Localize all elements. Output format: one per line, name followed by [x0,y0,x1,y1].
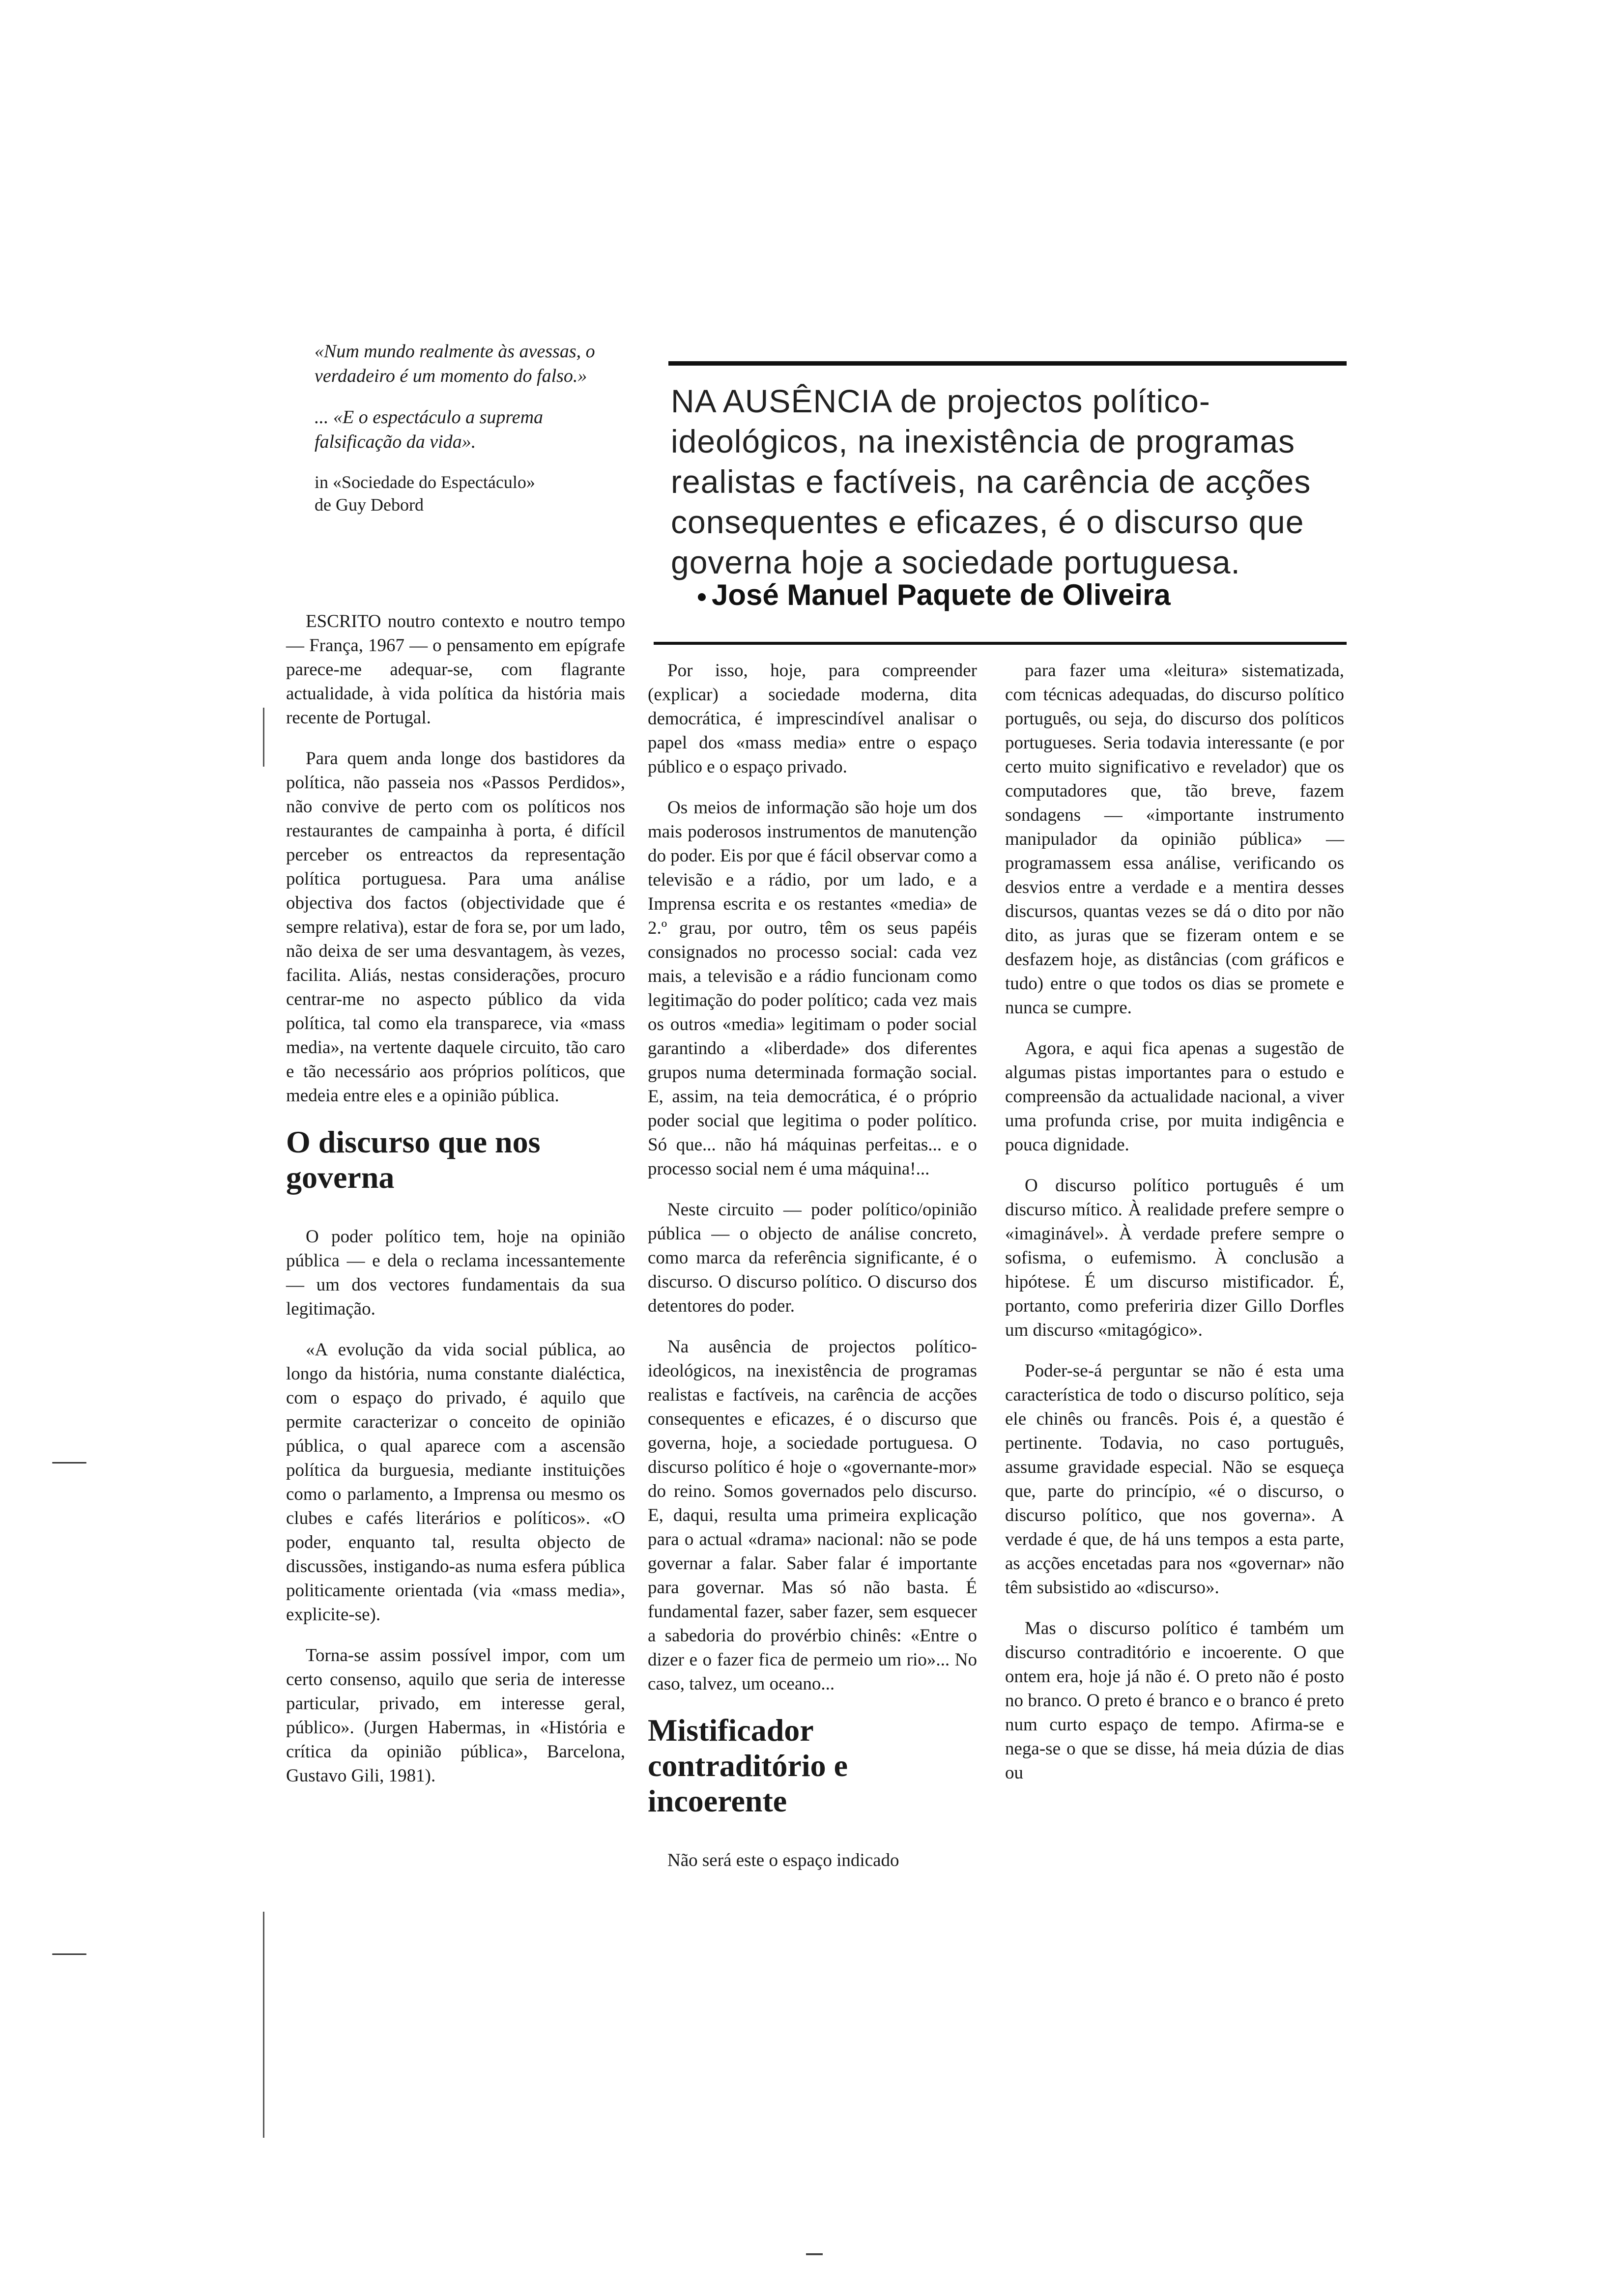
article-column-2 [648,659,977,1889]
article-paragraph: ESCRITO noutro contexto e noutro tempo — França, 1967 — o pensamento em epígrafe parece-me adequar-se, com flagrante actualidade, à vida política da história mais recente de Portugal. [286,611,625,728]
headline-top-rule [668,361,1347,366]
article-paragraph: «A evolução da vida social pública, ao longo da história, numa constante dialéctica, com o espaço do privado, é aquilo que permite caracterizar o conceito de opinião pública, o qual aparece com a ascensão política da burguesia, mediante instituições como o parlamento, a Imprensa ou mesmo os clubes e cafés literários e políticos». «O poder, enquanto tal, resulta objecto de discussões, instigando-as numa esfera pública politicamente orientada (via «mass media», explicite-se). [286,1340,625,1625]
scan-mark [806,2253,823,2255]
article-paragraph: Para quem anda longe dos bastidores da política, não passeia nos «Passos Perdidos», não convive de perto com os políticos nos restaurantes de campainha à porta, é difícil perceber os entreactos da representação política portuguesa. Para uma análise objectiva dos factos (objectividade que é sempre relativa), estar de fora se, por um lado, não deixa de ser uma desvantagem, às vezes, facilita. Aliás, nestas considerações, procuro centrar-me no aspecto público da vida política, tal como ela transparece, via «mass media», na vertente daquele circuito, tão caro e tão necessário aos próprios políticos, que medeia entre eles e a opinião pública. [286,748,625,1106]
article-paragraph: Não será este o espaço indicado [667,1850,899,1870]
article-column-1 [286,609,625,1805]
article-paragraph: Na ausência de projectos político-ideológicos, na inexistência de programas realistas e factíveis, na carência de acções consequentes e eficazes, é o discurso que governa, hoje, a sociedade portuguesa. O discurso político é hoje o «governante-mor» do reino. Somos governados pelo discurso. E, daqui, resulta uma primeira explicação para o actual «drama» nacional: não se pode governar a falar. Saber falar é importante para governar. Mas só não basta. É fundamental fazer, saber fazer, sem esquecer a sabedoria do provérbio chinês: «Entre o dizer e o fazer fica de permeio um rio»... No caso, talvez, um oceano... [648,1337,977,1694]
scan-mark [52,1953,86,1955]
article-paragraph: Poder-se-á perguntar se não é esta uma característica de todo o discurso político, seja ele chinês ou francês. Pois é, a questão é pertinente. Todavia, no caso português, assume gravidade especial. Não se esqueça que, parte do princípio, «é o discurso, o discurso político, que nos governa». A verdade é que, de há uns tempos a esta parte, as acções encetadas para nos «governar» não têm subsistido ao «discurso». [1005,1361,1344,1598]
article-paragraph: Por isso, hoje, para compreender (explicar) a sociedade moderna, dita democrática, é imprescindível analisar o papel dos «mass media» entre o espaço público e o espaço privado. [648,660,977,777]
scan-mark [52,1462,86,1464]
article-paragraph: O discurso político português é um discurso mítico. À realidade prefere sempre o «imaginável». À verdade prefere sempre o sofisma, o eufemismo. À conclusão a hipótese. É um discurso mistificador. É, portanto, como preferiria dizer Gillo Dorfles um discurso «mitagógico». [1005,1176,1344,1340]
byline [698,577,1337,613]
article-paragraph: Os meios de informação são hoje um dos mais poderosos instrumentos de manutenção do poder. Eis por que é fácil observar como a televisão e a rádio, por um lado, e a Imprensa escrita e os restantes «media» de 2.º grau, por outro, têm os seus papéis consignados no processo social: cada vez mais, a televisão e a rádio funcionam como legitimação do poder político; cada vez mais os outros «media» legitimam o poder social garantindo a «liberdade» dos diferentes grupos numa determinada formação social. E, assim, na teia democrática, é o próprio poder social que legitima o poder político. Só que... não há máquinas perfeitas... e o processo social nem é uma máquina!... [648,798,977,1179]
article-paragraph: O poder político tem, hoje na opinião pública — e dela o reclama incessantemente — um dos vectores fundamentais da sua legitimação. [286,1227,625,1319]
article-paragraph: Torna-se assim possível impor, com um certo consenso, aquilo que seria de interesse particular, privado, em interesse geral, público». (Jurgen Habermas, in «História e crítica da opinião pública», Barcelona, Gustavo Gili, 1981). [286,1645,625,1786]
byline-bottom-rule [654,642,1347,645]
section-heading: O discurso que nos governa [286,1124,541,1195]
lead-paragraph: NA AUSÊNCIA de projectos político-ideológicos, na inexistência de programas realistas e factíveis, na carência de acções consequentes e eficazes, é o discurso que governa hoje a sociedade portuguesa. [671,383,1311,580]
epigraph-quote-2: ... «E o espectáculo a suprema falsificação da vida». [315,407,544,452]
page-edge-mark [263,708,264,767]
article-column-3 [1005,659,1344,1802]
epigraph-author: de Guy Debord [315,495,424,515]
article-paragraph: para fazer uma «leitura» sistematizada, com técnicas adequadas, do discurso político português, ou seja, do discurso dos políticos portugueses. Seria todavia interessante (e por certo muito significativo e revelador) que os computadores que, tão breve, fazem sondagens — «importante instrumento manipulador da opinião pública» — programassem essa análise, verificando os desvios entre a verdade e a mentira desses discursos, quantas vezes se dá o dito por não dito, as juras que se fizeram ontem e se desfazem hoje, as distâncias (com gráficos e tudo) entre o que todos os dias se promete e nunca se cumpre. [1005,660,1344,1018]
epigraph-source: in «Sociedade do Espectáculo» [315,472,535,492]
article-paragraph: Neste circuito — poder político/opinião pública — o objecto de análise concreto, como marca da referência significante, é o discurso. O discurso político. O discurso dos detentores do poder. [648,1200,977,1316]
bullet-icon [698,593,706,601]
epigraph-quote-1: «Num mundo realmente às avessas, o verdadeiro é um momento do falso.» [315,341,595,386]
author-name: José Manuel Paquete de Oliveira [712,578,1171,611]
section-heading: Mistificador contraditório e incoerente [648,1713,848,1818]
page-edge-mark [263,1912,264,2138]
article-paragraph: Mas o discurso político é também um discurso contraditório e incoerente. O que ontem era, hoje já não é. O preto não é posto no branco. O preto é branco e o branco é preto num curto espaço de tempo. Afirma-se e nega-se o que se disse, há meia dúzia de dias ou [1005,1618,1344,1783]
epigraph [315,339,614,533]
article-paragraph: Agora, e aqui fica apenas a sugestão de algumas pistas importantes para o estudo e compreensão da actualidade nacional, a viver uma profunda crise, por muita indigência e pouca dignidade. [1005,1038,1344,1155]
